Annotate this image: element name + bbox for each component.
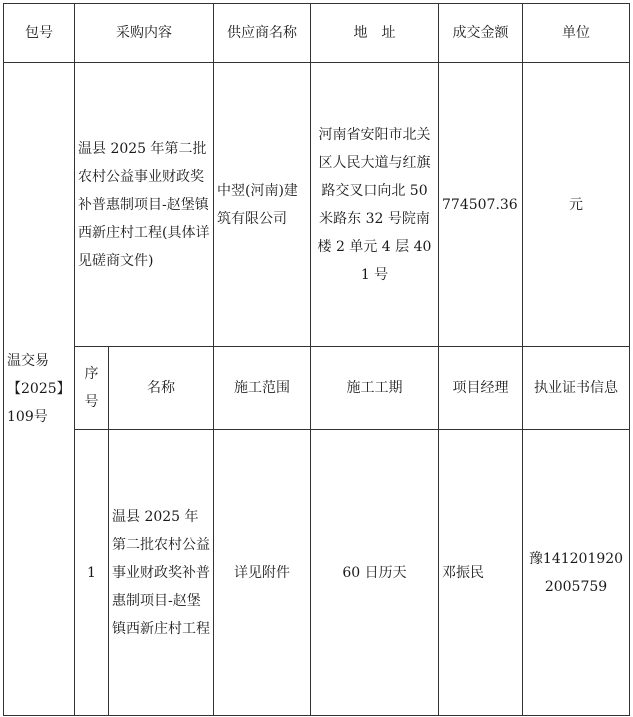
sub-header-period: 施工工期 xyxy=(311,347,439,430)
header-amount: 成交金额 xyxy=(439,4,523,63)
sub-header-manager: 项目经理 xyxy=(439,347,523,430)
header-unit: 单位 xyxy=(523,4,630,63)
record-supplier: 中翌(河南)建筑有限公司 xyxy=(214,63,311,347)
header-package-no: 包号 xyxy=(4,4,75,63)
header-address: 地 址 xyxy=(311,4,439,63)
record-unit: 元 xyxy=(523,63,630,347)
sub-row-seq: 1 xyxy=(75,430,109,716)
sub-row-certificate: 豫1412019202005759 xyxy=(523,430,630,716)
sub-row-name: 温县 2025 年第二批农村公益事业财政奖补普惠制项目-赵堡镇西新庄村工程 xyxy=(109,430,214,716)
sub-row-manager: 邓振民 xyxy=(439,430,523,716)
record-amount: 774507.36 xyxy=(439,63,523,347)
record-procurement: 温县 2025 年第二批农村公益事业财政奖补普惠制项目-赵堡镇西新庄村工程(具体详见磋商文件) xyxy=(75,63,214,347)
sub-header-seq: 序号 xyxy=(75,347,109,430)
sub-row-scope: 详见附件 xyxy=(214,430,311,716)
header-procurement: 采购内容 xyxy=(75,4,214,63)
record-row xyxy=(4,63,630,347)
record-address: 河南省安阳市北关区人民大道与红旗路交叉口向北 50 米路东 32 号院南楼 2 单元 4 层 401 号 xyxy=(311,63,439,347)
sub-header-scope: 施工范围 xyxy=(214,347,311,430)
record-package-no: 温交易【2025】 109号 xyxy=(4,63,75,716)
header-supplier: 供应商名称 xyxy=(214,4,311,63)
header-row xyxy=(4,4,630,63)
sub-header-certificate: 执业证书信息 xyxy=(523,347,630,430)
sub-row-period: 60 日历天 xyxy=(311,430,439,716)
contract-table xyxy=(3,3,630,716)
sub-header-name: 名称 xyxy=(109,347,214,430)
sub-row xyxy=(4,430,630,716)
sub-header-row xyxy=(4,347,630,430)
